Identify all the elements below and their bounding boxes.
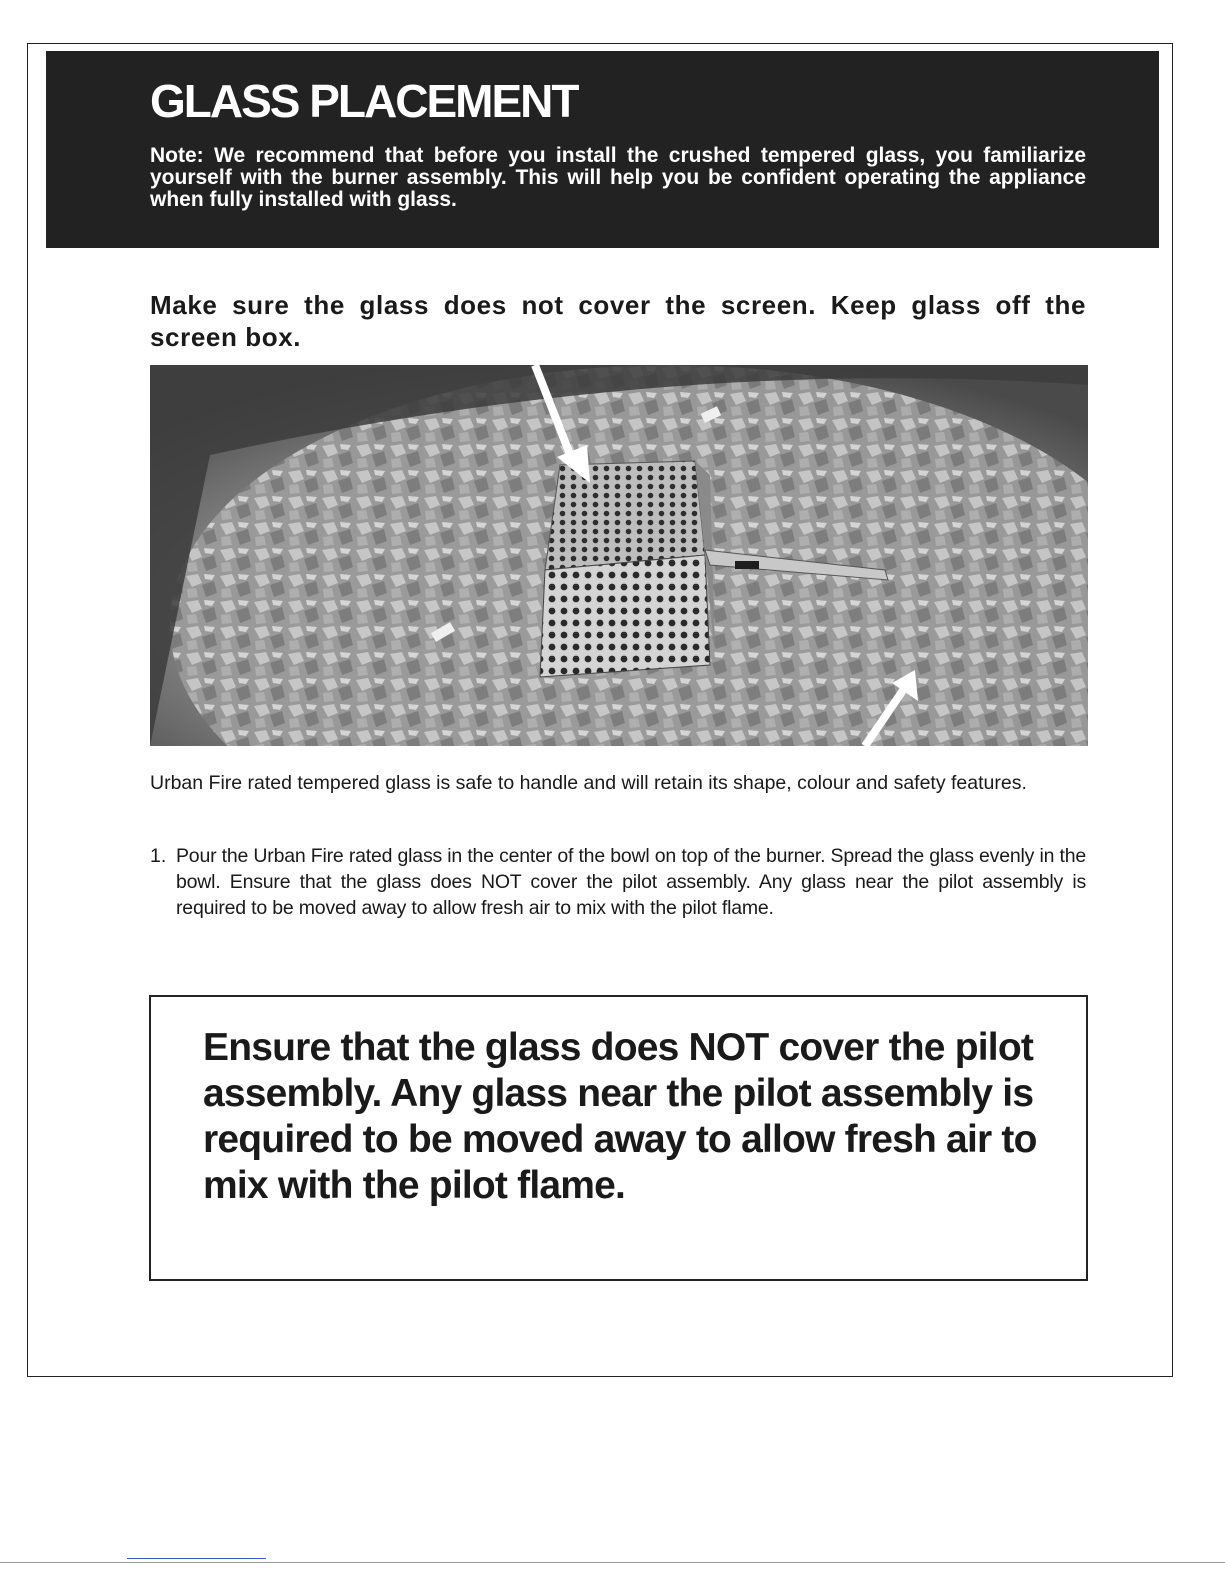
footer-divider bbox=[0, 1562, 1225, 1563]
footer-link-underline[interactable] bbox=[127, 1558, 266, 1559]
list-item bbox=[150, 843, 1086, 921]
step-number: 1. bbox=[150, 845, 167, 867]
screen-box bbox=[540, 461, 715, 677]
warning-text: Ensure that the glass does NOT cover the pilot assembly. Any glass near the pilot assembly is required to be moved away to allow fresh air to mix with the pilot flame. bbox=[203, 1026, 1037, 1207]
warning-box bbox=[149, 995, 1088, 1281]
intro-paragraph: Urban Fire rated tempered glass is safe to handle and will retain its shape, colour and safety features. bbox=[150, 772, 1027, 794]
burner-photo bbox=[150, 365, 1088, 746]
step-text: Pour the Urban Fire rated glass in the center of the bowl on top of the burner. Spread the glass evenly in the bowl. Ensure that the glass does NOT cover the pilot assembly. Any glass near the pilot assembly is required to be moved away to allow fresh air to mix with the pilot flame. bbox=[176, 845, 1086, 919]
page-title: GLASS PLACEMENT bbox=[150, 75, 578, 127]
header-note: Note: We recommend that before you install the crushed tempered glass, you familiarize yourself with the burner assembly. This will help you be confident operating the appliance when fully installed with glass. bbox=[150, 144, 1086, 211]
section-subheading: Make sure the glass does not cover the screen. Keep glass off the screen box. bbox=[150, 290, 1086, 352]
